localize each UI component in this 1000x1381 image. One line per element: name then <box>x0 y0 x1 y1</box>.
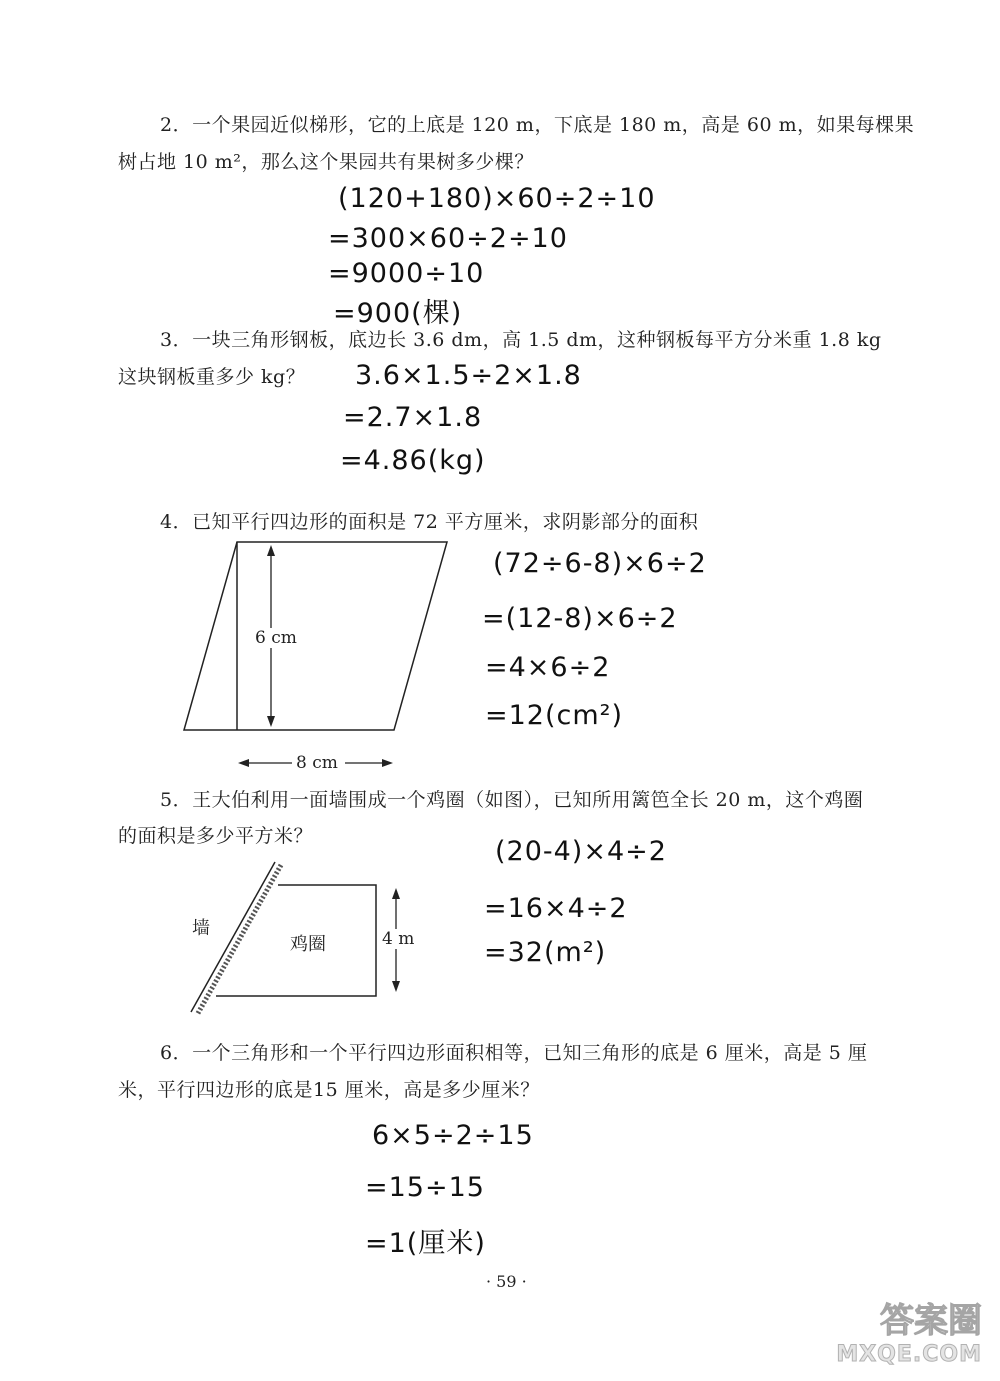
q4-work-3: =4×6÷2 <box>485 652 611 683</box>
q3-work-2: =2.7×1.8 <box>343 402 483 433</box>
q2-work-3: =9000÷10 <box>328 258 485 289</box>
q5-work-2: =16×4÷2 <box>484 893 628 924</box>
pen-arrow-bottom <box>392 981 400 992</box>
q4-work-4: =12(cm²) <box>485 700 624 731</box>
q4-height-label: 6 cm <box>255 628 297 648</box>
q4-line1: 4．已知平行四边形的面积是 72 平方厘米，求阴影部分的面积 <box>160 511 699 533</box>
q6-line2: 米，平行四边形的底是15 厘米，高是多少厘米？ <box>118 1079 540 1101</box>
q6-work-1: 6×5÷2÷15 <box>372 1120 534 1151</box>
q6-line1: 6．一个三角形和一个平行四边形面积相等，已知三角形的底是 6 厘米，高是 5 厘 <box>160 1042 868 1064</box>
q4-base-label: 8 cm <box>296 753 338 773</box>
q2-work-2: =300×60÷2÷10 <box>328 223 568 254</box>
q4-work-2: =(12-8)×6÷2 <box>482 603 678 634</box>
q2-work-4: =900(棵) <box>333 298 463 329</box>
q4-work-1: (72÷6-8)×6÷2 <box>493 548 707 579</box>
q2-line1: 2．一个果园近似梯形，它的上底是 120 m，下底是 180 m，高是 60 m，如果每棵果 <box>160 114 915 136</box>
q5-line1: 5．王大伯利用一面墙围成一个鸡圈（如图），已知所用篱笆全长 20 m，这个鸡圈 <box>160 789 864 811</box>
q3-work-1: 3.6×1.5÷2×1.8 <box>355 360 582 391</box>
pen-arrow-top <box>392 888 400 899</box>
watermark-line1: 答案圈 <box>880 1301 982 1341</box>
q6-work-3: =1(厘米) <box>365 1228 486 1259</box>
q5-wall-label: 墙 <box>192 918 210 939</box>
q6-work-2: =15÷15 <box>365 1172 485 1203</box>
q2-work-1: (120+180)×60÷2÷10 <box>338 183 656 214</box>
q2-line2: 树占地 10 m²，那么这个果园共有果树多少棵？ <box>118 151 534 173</box>
q3-work-3: =4.86(kg) <box>340 445 486 476</box>
q5-work-1: (20-4)×4÷2 <box>495 836 667 867</box>
q5-pen-label: 鸡圈 <box>290 934 326 955</box>
wall-hatch <box>197 865 281 1015</box>
q5-height-label: 4 m <box>382 929 415 949</box>
watermark-logo <box>836 1293 982 1367</box>
q5-work-3: =32(m²) <box>484 937 607 968</box>
q5-line2: 的面积是多少平方米？ <box>118 825 314 847</box>
page-number: · 59 · <box>486 1272 527 1291</box>
q3-line2: 这块钢板重多少 kg？ <box>118 366 306 388</box>
q3-line1: 3．一块三角形钢板，底边长 3.6 dm，高 1.5 dm，这种钢板每平方分米重 1.8 kg <box>160 329 882 351</box>
watermark-line2: MXQE.COM <box>836 1342 982 1367</box>
